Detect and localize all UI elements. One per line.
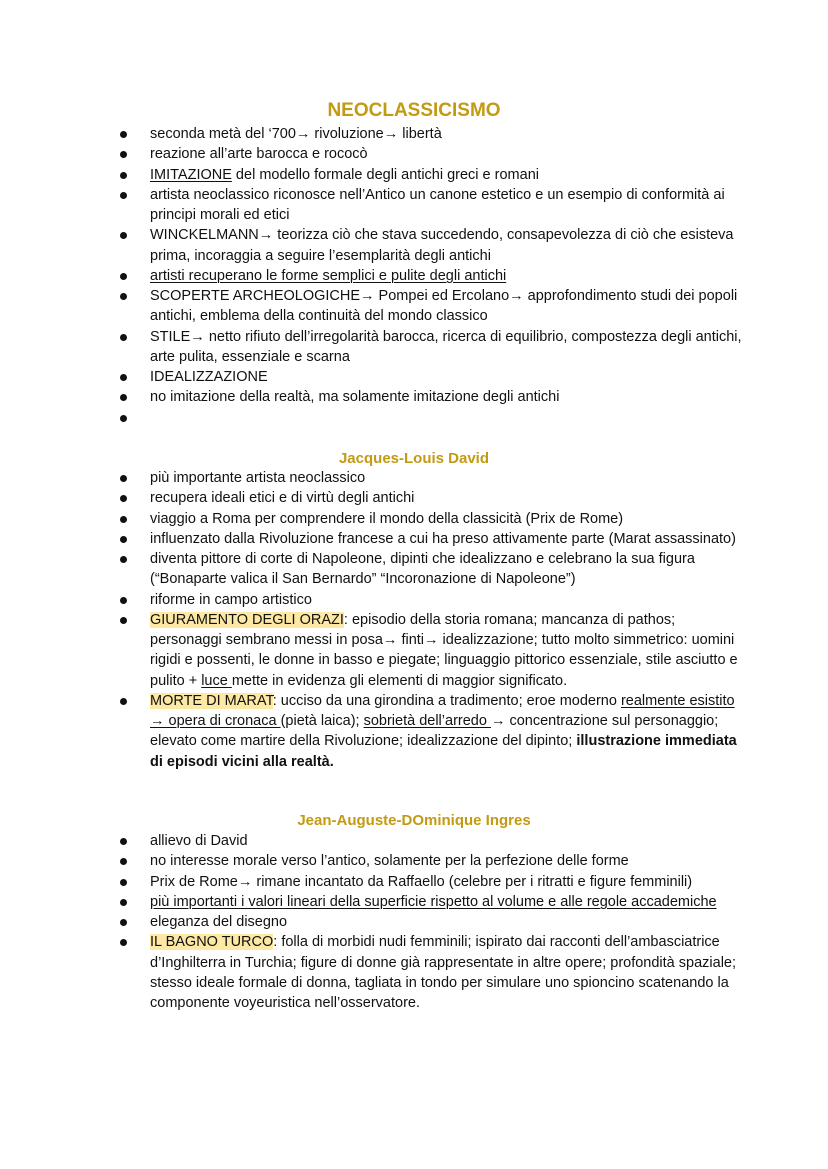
- list-item: [150, 892, 750, 912]
- list-item: [150, 124, 750, 144]
- list-item: [150, 225, 750, 266]
- bullet-icon: [120, 516, 127, 523]
- list-item: [150, 610, 750, 691]
- item-text: allievo di David: [150, 833, 248, 849]
- item-text: : episodio della storia romana; mancanza di pathos; personaggi sembrano messi in posa→ finti→ idealizzazione; tutto molto simmetrico: uomini rigidi e possenti, le donne in basso e piegate; linguaggio pittorico essenziale, stile asciutto e pulito +: [150, 611, 738, 689]
- highlighted-term: IL BAGNO TURCO: [150, 934, 274, 951]
- item-text: STILE→ netto rifiuto dell’irregolarità barocca, ricerca di equilibrio, compostezza degli antichi, arte pulita, essenziale e scarna: [150, 328, 742, 365]
- item-text: del modello formale degli antichi greci e romani: [231, 166, 539, 183]
- bullet-icon: [120, 273, 127, 280]
- list-item: [150, 144, 750, 164]
- item-text: artisti recuperano le forme semplici e pulite degli antichi: [150, 267, 507, 284]
- bullet-icon: [120, 939, 127, 946]
- list-item: [150, 266, 750, 286]
- highlighted-term: GIURAMENTO DEGLI ORAZI: [150, 611, 344, 628]
- item-text: riforme in campo artistico: [150, 591, 312, 608]
- item-text: (pietà laica);: [280, 713, 364, 729]
- list-item: [150, 468, 750, 488]
- section-title-david: Jacques-Louis David: [338, 450, 490, 467]
- bullet-icon: [120, 131, 127, 138]
- bullet-icon: [120, 151, 127, 158]
- bullet-icon: [120, 192, 127, 199]
- item-text: viaggio a Roma per comprendere il mondo della classicità (Prix de Rome): [150, 510, 624, 527]
- list-item: [150, 367, 750, 387]
- item-text: diventa pittore di corte di Napoleone, dipinti che idealizzano e celebrano la sua figura (“Bonaparte valica il San Bernardo” “Incoronazione di Napoleone”): [150, 551, 695, 588]
- bullet-icon: [120, 899, 127, 906]
- item-text: : ucciso da una girondina a tradimento; eroe moderno: [272, 692, 621, 709]
- neoclassicismo-list: [150, 124, 750, 428]
- bullet-icon: [120, 556, 127, 563]
- item-text: più importanti i valori lineari della superficie rispetto al volume e alle regole accademiche: [150, 893, 717, 910]
- bullet-icon: [120, 597, 127, 604]
- bullet-icon: [120, 293, 127, 300]
- item-text: recupera ideali etici e di virtù degli antichi: [150, 490, 415, 507]
- bullet-icon: [120, 698, 127, 705]
- underlined-text: realmente esistito → opera di cronaca: [150, 692, 735, 729]
- david-list: [150, 468, 750, 772]
- item-text: no interesse morale verso l’antico, solamente per la perfezione delle forme: [150, 853, 629, 870]
- bullet-icon: [120, 394, 127, 401]
- item-text: : folla di morbidi nudi femminili; ispirato dai racconti dell’ambasciatrice d’Inghilterra in Turchia; figure di donne già rappresentate in altre opere; profondità spaziale; stesso ideale formale di donna, tagliata in tondo per simulare uno spioncino scatenando la componente voyeuristica nell’osservatore.: [150, 934, 737, 1011]
- highlighted-term: MORTE DI MARAT: [150, 692, 273, 709]
- item-text: Prix de Rome→ rimane incantato da Raffaello (celebre per i ritratti e figure femminili): [150, 873, 693, 890]
- item-text: seconda metà del ‘700→ rivoluzione→ libertà: [150, 126, 442, 142]
- bullet-icon: [120, 919, 127, 926]
- list-item: [150, 286, 750, 327]
- item-text: IDEALIZZAZIONE: [150, 369, 268, 385]
- bullet-icon: [120, 232, 127, 239]
- list-item: [150, 327, 750, 368]
- section-title-ingres: Jean-Auguste-DOminique Ingres: [297, 812, 531, 829]
- list-item: [150, 549, 750, 590]
- item-text: reazione all’arte barocca e rococò: [150, 146, 368, 163]
- underlined-text: sobrietà dell’arredo: [363, 713, 491, 729]
- list-item: [150, 831, 750, 851]
- bullet-icon: [120, 334, 127, 341]
- bullet-icon: [120, 415, 127, 422]
- list-item: [150, 912, 750, 932]
- bullet-icon: [120, 374, 127, 381]
- item-text: eleganza del disegno: [150, 914, 288, 930]
- list-item: [150, 590, 750, 610]
- list-item: [150, 165, 750, 185]
- bullet-icon: [120, 495, 127, 502]
- bullet-icon: [120, 838, 127, 845]
- item-text: più importante artista neoclassico: [150, 470, 366, 486]
- list-item-empty: [150, 408, 750, 428]
- bullet-icon: [120, 172, 127, 179]
- bullet-icon: [120, 858, 127, 865]
- list-item: [150, 529, 750, 549]
- list-item: [150, 488, 750, 508]
- item-text: WINCKELMANN→ teorizza ciò che stava succedendo, consapevolezza di ciò che esisteva prima, incoraggia a seguire l’esemplarità degli antichi: [150, 227, 734, 264]
- section-title-neoclassicismo: NEOCLASSICISMO: [327, 100, 501, 121]
- underlined-text: luce: [201, 672, 232, 689]
- list-item: [150, 185, 750, 226]
- item-text: mette in evidenza gli elementi di maggior significato.: [231, 672, 568, 689]
- list-item: [150, 872, 750, 892]
- list-item: [150, 691, 750, 772]
- list-item: [150, 932, 750, 1013]
- bullet-icon: [120, 617, 127, 624]
- bullet-icon: [120, 536, 127, 543]
- item-term: IMITAZIONE: [150, 166, 232, 183]
- item-text: SCOPERTE ARCHEOLOGICHE→ Pompei ed Ercolano→ approfondimento studi dei popoli antichi, emblema della continuità del mondo classico: [150, 288, 738, 325]
- item-text: → concentrazione sul personaggio; elevato come martire della Rivoluzione; idealizzazione del dipinto;: [150, 713, 719, 750]
- item-text: influenzato dalla Rivoluzione francese a cui ha preso attivamente parte (Marat assassinato): [150, 530, 736, 547]
- bold-text: illustrazione immediata di episodi vicini alla realtà.: [150, 733, 737, 770]
- list-item: [150, 387, 750, 407]
- list-item: [150, 851, 750, 871]
- bullet-icon: [120, 879, 127, 886]
- list-item: [150, 509, 750, 529]
- ingres-list: [150, 831, 750, 1013]
- bullet-icon: [120, 475, 127, 482]
- item-text: no imitazione della realtà, ma solamente imitazione degli antichi: [150, 389, 560, 406]
- item-text: artista neoclassico riconosce nell’Antico un canone estetico e un esempio di conformità ai principi morali ed etici: [150, 186, 725, 223]
